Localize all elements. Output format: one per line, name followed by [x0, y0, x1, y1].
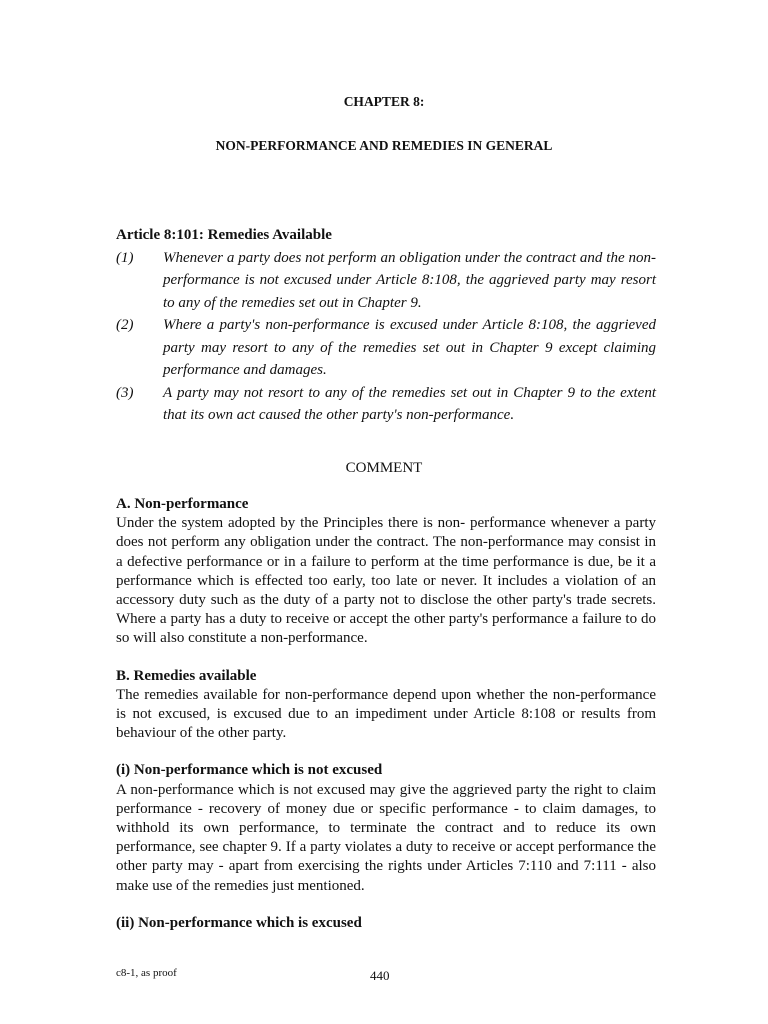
paragraph-number: (1) — [116, 249, 134, 266]
section-heading: (ii) Non-performance which is excused — [116, 914, 362, 931]
section-heading: B. Remedies available — [116, 667, 257, 684]
chapter-title: CHAPTER 8: — [343, 94, 425, 109]
article-paragraph — [116, 247, 656, 315]
paragraph-text: Where a party's non-performance is excused under Article 8:108, the aggrieved party may resort to any of the remedies set out in Chapter 9 except claiming performance and damages. — [163, 317, 656, 378]
article-block — [116, 224, 656, 427]
chapter-subtitle: NON-PERFORMANCE AND REMEDIES IN GENERAL — [215, 138, 553, 153]
comment-section — [116, 495, 656, 649]
article-heading: Article 8:101: Remedies Available — [116, 227, 332, 243]
comment-body — [116, 495, 656, 951]
section-text: Under the system adopted by the Principles there is non- performance whenever a party does not perform any obligation under the contract. The non-performance may consist in a defective performance or in a failure to perform at the time performance is due, be it a performance which is effected too early, too late or never. It includes a violation of an accessory duty such as the duty of a party not to disclose the other party's trade secrets. Where a party has a duty to receive or accept the other party's performance a failure to do so will also constitute a non-performance. — [116, 515, 656, 647]
comment-section — [116, 761, 656, 895]
section-heading: A. Non-performance — [116, 496, 249, 512]
comment-section — [116, 914, 656, 933]
article-paragraph — [116, 314, 656, 382]
paragraph-number: (2) — [116, 317, 134, 333]
article-paragraph — [116, 382, 656, 427]
footer-label: c8-1, as proof — [116, 967, 177, 979]
page-number: 440 — [370, 968, 390, 983]
section-text: The remedies available for non-performance depend upon whether the non-performance is not excused, is excused due to an impediment under Article 8:108 or results from behaviour of the other party. — [116, 686, 656, 742]
section-heading: (i) Non-performance which is not excused — [116, 762, 383, 779]
paragraph-number: (3) — [116, 384, 134, 401]
paragraph-text: Whenever a party does not perform an obligation under the contract and the non-performance is not excused under Article 8:108, the aggrieved party may resort to any of the remedies set out in Chapter 9. — [163, 249, 656, 311]
section-text: A non-performance which is not excused may give the aggrieved party the right to claim performance - recovery of money due or specific performance - to claim damages, to withhold its own performance, to terminate the contract and to reduce its own performance, see chapter 9. If a party violates a duty to receive or accept performance the other party may - apart from exercising the rights under Articles 7:110 and 7:111 - also make use of the remedies just mentioned. — [116, 781, 656, 894]
comment-section — [116, 667, 656, 744]
comment-title: COMMENT — [345, 460, 423, 476]
paragraph-text: A party may not resort to any of the remedies set out in Chapter 9 to the extent that its own act caused the other party's non-performance. — [163, 384, 656, 423]
